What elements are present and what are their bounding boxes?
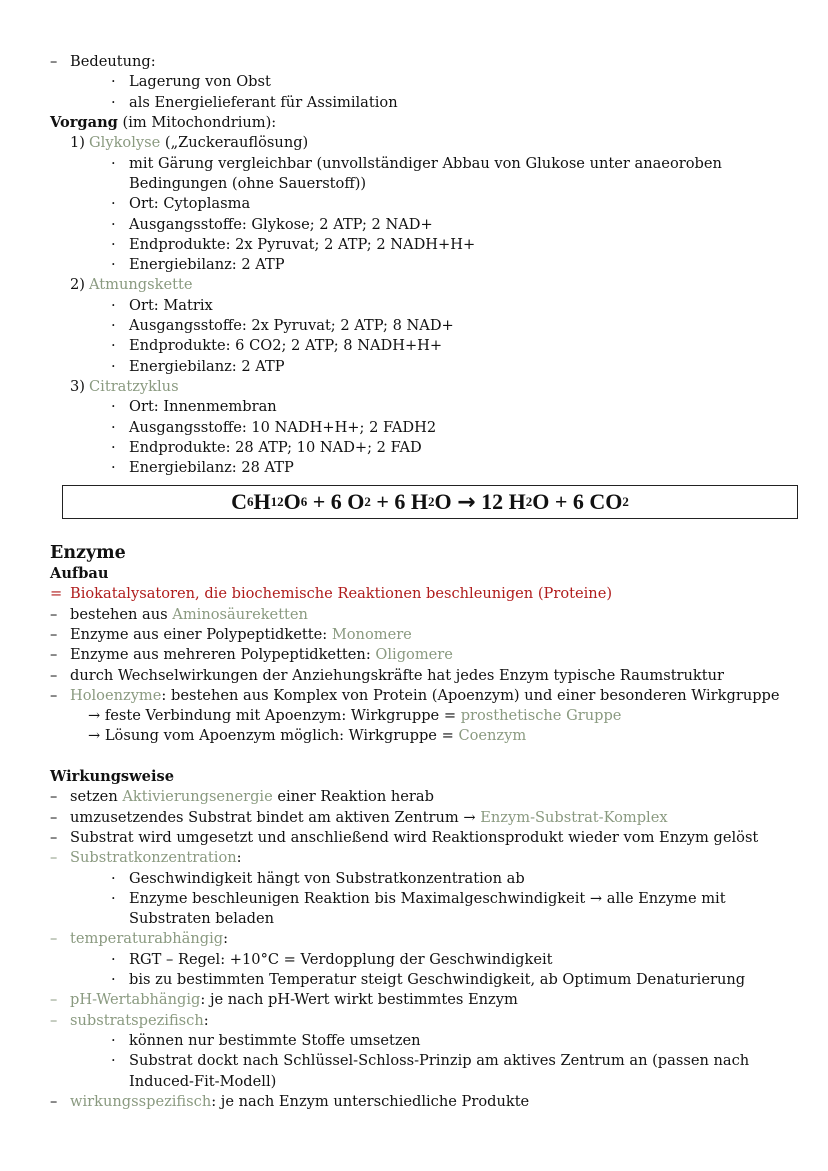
- line-text: [70, 605, 308, 625]
- highlighted-term: Aminosäureketten: [172, 605, 308, 623]
- bullet-dot: ·: [111, 950, 116, 968]
- text-run: bestehen aus: [70, 605, 173, 623]
- line-text: [70, 686, 780, 706]
- line-text: [70, 848, 242, 868]
- list-dash: –: [50, 788, 58, 806]
- text-run: Geschwindigkeit hängt von Substratkonzentration ab: [129, 869, 525, 887]
- text-run: :: [223, 930, 229, 948]
- line-text: [70, 1011, 209, 1031]
- bullet-dot: ·: [111, 296, 116, 314]
- highlighted-term: Aktivierungsenergie: [122, 788, 273, 806]
- line-text: [129, 889, 726, 909]
- formula-subscript: 2: [364, 494, 371, 509]
- text-run: Endprodukte: 2x Pyruvat; 2 ATP; 2 NADH+H+: [129, 235, 476, 253]
- section-heading: Enzyme: [50, 543, 126, 563]
- line-text: [129, 72, 271, 92]
- line-text: [70, 625, 412, 645]
- list-dash: –: [50, 53, 58, 70]
- formula-term: + 6 O: [307, 489, 365, 514]
- list-dash: –: [50, 849, 58, 867]
- text-run: durch Wechselwirkungen der Anziehungskräfte hat jedes Enzym typische Raumstruktur: [70, 666, 725, 684]
- line-text: [129, 336, 442, 356]
- highlighted-term: prosthetische Gruppe: [460, 707, 622, 725]
- formula-subscript: 12: [270, 494, 284, 509]
- line-text: [70, 929, 228, 949]
- list-dash: =: [50, 585, 63, 603]
- formula-subscript: 2: [622, 494, 629, 509]
- bullet-dot: ·: [111, 215, 116, 233]
- highlighted-term: Monomere: [331, 625, 412, 643]
- text-run: Energiebilanz: 2 ATP: [129, 357, 285, 375]
- list-dash: –: [50, 686, 58, 704]
- list-dash: –: [50, 930, 58, 948]
- text-run: Energiebilanz: 2 ATP: [129, 256, 285, 274]
- formula-term: C: [231, 489, 247, 514]
- highlighted-term: pH-Wertabhängig: [70, 991, 201, 1009]
- bullet-dot: ·: [111, 317, 116, 334]
- text-run: → feste Verbindung mit Apoenzym: Wirkgruppe =: [88, 707, 461, 725]
- highlighted-term: Oligomere: [375, 646, 453, 664]
- line-text: [129, 235, 475, 255]
- line-text: [70, 1092, 529, 1112]
- text-run: Lagerung von Obst: [129, 73, 271, 91]
- text-run: Substrat wird umgesetzt und anschließend wird Reaktionsprodukt wieder vom Enzym gelöst: [70, 828, 759, 846]
- highlighted-term: Holoenzyme: [70, 686, 162, 704]
- text-run: Bedingungen (ohne Sauerstoff)): [129, 174, 367, 192]
- text-run: Bedeutung:: [70, 53, 156, 70]
- line-text: [89, 377, 179, 397]
- highlighted-term: Atmungskette: [89, 276, 193, 294]
- text-run: → Lösung vom Apoenzym möglich: Wirkgruppe =: [88, 727, 459, 745]
- highlighted-term: Enzym-Substrat-Komplex: [480, 808, 668, 826]
- line-text: [129, 215, 433, 235]
- formula-term: 12 H: [475, 489, 526, 514]
- text-run: :: [236, 849, 242, 867]
- line-text: [129, 869, 525, 889]
- bullet-dot: ·: [111, 869, 116, 887]
- text-run: als Energielieferant für Assimilation: [129, 93, 398, 111]
- bullet-dot: ·: [111, 357, 116, 375]
- highlighted-term: substratspezifisch: [70, 1011, 204, 1029]
- line-text: [70, 990, 518, 1010]
- bullet-dot: ·: [111, 256, 116, 274]
- highlighted-term: Coenzym: [458, 727, 527, 745]
- text-run: : bestehen aus Komplex von Protein (Apoenzym) und einer besonderen Wirkgruppe: [161, 686, 780, 704]
- text-run: Enzyme beschleunigen Reaktion bis Maximalgeschwindigkeit → alle Enzyme mit: [129, 889, 726, 907]
- text-run: Endprodukte: 28 ATP; 10 NAD+; 2 FAD: [129, 438, 422, 456]
- text-run: umzusetzendes Substrat bindet am aktiven Zentrum →: [70, 808, 481, 826]
- line-text: [129, 93, 398, 113]
- line-text: [89, 275, 192, 295]
- bullet-dot: ·: [111, 1031, 116, 1049]
- text-run: :: [203, 1011, 209, 1029]
- list-dash: –: [50, 625, 58, 643]
- highlighted-term: temperaturabhängig: [70, 930, 224, 948]
- subheading: Wirkungsweise: [50, 768, 175, 785]
- bullet-dot: ·: [111, 235, 116, 253]
- text-run: Biokatalysatoren, die biochemische Reaktionen beschleunigen (Proteine): [70, 585, 613, 603]
- line-text: [129, 1031, 421, 1051]
- line-text: [129, 970, 745, 990]
- line-text: [129, 418, 436, 438]
- line-text: [88, 726, 526, 746]
- text-run: können nur bestimmte Stoffe umsetzen: [129, 1031, 421, 1049]
- formula-term: O: [434, 489, 458, 514]
- bullet-dot: ·: [111, 971, 116, 988]
- subheading: Vorgang: [50, 114, 118, 131]
- line-text: [129, 1051, 749, 1071]
- formula-term: O: [283, 489, 301, 514]
- text-run: mit Gärung vergleichbar (unvollständiger Abbau von Glukose unter anaeoroben: [129, 154, 722, 172]
- list-dash: –: [50, 991, 58, 1009]
- text-run: Ort: Matrix: [129, 296, 213, 314]
- text-run: Enzyme aus einer Polypeptidkette:: [70, 625, 332, 643]
- text-run: Ort: Innenmembran: [129, 398, 277, 416]
- bullet-dot: ·: [111, 195, 116, 213]
- line-text: [70, 584, 612, 604]
- line-text: [129, 316, 454, 336]
- list-number: 2): [70, 276, 85, 294]
- list-dash: –: [50, 828, 58, 846]
- list-dash: –: [50, 808, 58, 826]
- highlighted-term: Glykolyse: [89, 134, 161, 152]
- line-text: [70, 666, 724, 686]
- highlighted-term: Citratzyklus: [89, 377, 179, 395]
- text-run: („Zuckerauflösung): [160, 134, 309, 152]
- formula-term: O + 6 CO: [532, 489, 623, 514]
- list-number: 1): [70, 134, 85, 152]
- line-text: [70, 787, 434, 807]
- line-text: [70, 808, 668, 828]
- bullet-dot: ·: [111, 73, 116, 91]
- subheading: Aufbau: [50, 565, 109, 582]
- line-text: [129, 296, 213, 316]
- bullet-dot: ·: [111, 1052, 116, 1070]
- list-dash: –: [50, 605, 58, 623]
- text-run: Enzyme aus mehreren Polypeptidketten:: [70, 646, 376, 664]
- line-text: [129, 950, 553, 970]
- line-text: [129, 458, 294, 478]
- text-run: einer Reaktion herab: [272, 788, 434, 806]
- highlighted-term: Substratkonzentration: [70, 849, 237, 867]
- line-text: [50, 564, 108, 584]
- line-text: [129, 174, 366, 194]
- line-text: [129, 194, 250, 214]
- line-text: [129, 1072, 276, 1092]
- list-number: 3): [70, 377, 85, 395]
- formula-term: H: [253, 489, 271, 514]
- line-text: [50, 543, 126, 564]
- bullet-dot: ·: [111, 459, 116, 477]
- cellular-respiration-equation-box: [62, 485, 798, 519]
- line-text: [70, 828, 758, 848]
- line-text: [129, 255, 285, 275]
- line-text: [50, 113, 276, 133]
- bullet-dot: ·: [111, 418, 116, 436]
- bullet-dot: ·: [111, 398, 116, 416]
- formula-subscript: 2: [525, 494, 533, 509]
- line-text: [129, 154, 722, 174]
- line-text: [129, 438, 422, 458]
- formula-term: + 6 H: [370, 489, 429, 514]
- text-run: Ausgangsstoffe: Glykose; 2 ATP; 2 NAD+: [129, 215, 433, 233]
- reaction-arrow-icon: →: [457, 489, 476, 515]
- text-run: : je nach pH-Wert wirkt bestimmtes Enzym: [200, 991, 518, 1009]
- bullet-dot: ·: [111, 438, 116, 456]
- line-text: [50, 767, 174, 787]
- text-run: Endprodukte: 6 CO2; 2 ATP; 8 NADH+H+: [129, 337, 443, 355]
- formula-subscript: 2: [428, 494, 435, 509]
- bullet-dot: ·: [111, 93, 116, 111]
- text-run: : je nach Enzym unterschiedliche Produkte: [211, 1092, 530, 1110]
- text-run: Substrat dockt nach Schlüssel-Schloss-Prinzip am aktives Zentrum an (passen nach: [129, 1052, 750, 1070]
- text-run: Substraten beladen: [129, 910, 275, 928]
- line-text: [129, 357, 285, 377]
- formula-subscript: 6: [246, 494, 254, 509]
- list-dash: –: [50, 1092, 58, 1110]
- text-run: Induced-Fit-Modell): [129, 1072, 277, 1090]
- bullet-dot: ·: [111, 154, 116, 172]
- text-run: Energiebilanz: 28 ATP: [129, 459, 294, 477]
- formula-subscript: 6: [300, 494, 308, 509]
- text-run: bis zu bestimmten Temperatur steigt Geschwindigkeit, ab Optimum Denaturierung: [129, 971, 746, 988]
- text-run: Ausgangsstoffe: 2x Pyruvat; 2 ATP; 8 NAD+: [129, 317, 454, 334]
- line-text: [88, 706, 621, 726]
- text-run: setzen: [70, 788, 123, 806]
- text-run: RGT – Regel: +10°C = Verdopplung der Geschwindigkeit: [129, 950, 553, 968]
- text-run: Ausgangsstoffe: 10 NADH+H+; 2 FADH2: [129, 418, 437, 436]
- line-text: [129, 397, 277, 417]
- text-run: (im Mitochondrium):: [117, 114, 277, 131]
- list-dash: –: [50, 666, 58, 684]
- line-text: [89, 133, 308, 153]
- line-text: [70, 645, 453, 665]
- bullet-dot: ·: [111, 337, 116, 355]
- line-text: [129, 909, 274, 929]
- list-dash: –: [50, 646, 58, 664]
- line-text: [70, 52, 156, 72]
- highlighted-term: wirkungsspezifisch: [70, 1092, 212, 1110]
- bullet-dot: ·: [111, 889, 116, 907]
- text-run: Ort: Cytoplasma: [129, 195, 251, 213]
- list-dash: –: [50, 1011, 58, 1029]
